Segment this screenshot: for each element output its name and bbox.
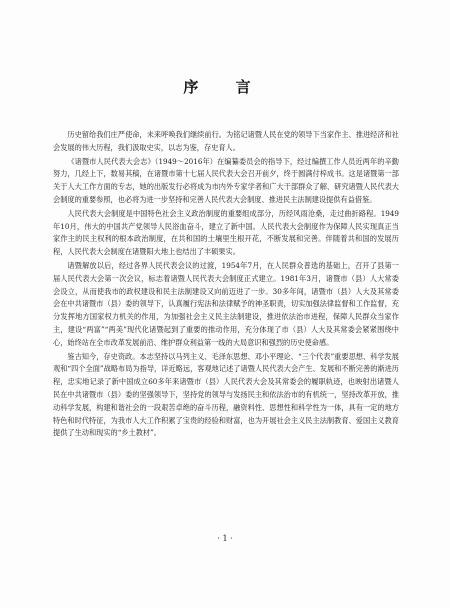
preface-body (53, 129, 399, 440)
page-number: · 1 · (217, 534, 233, 543)
paragraph-2: 《诸暨市人民代表大会志》（1949～2016年）在编纂委员会的指导下，经过编撰工作人员近两年的辛勤努力，几经上下，数易其稿，在诸暨市第十七届人民代表大会召开前夕，终于圆满付梓成书。这是诸暨第一部关于人大工作方面的专志，她的出版发行必将成为市内外专家学者和广大干部群众了解、研究诸暨人民代表大会制度的重要参照，也必将为进一步坚持和完善人民代表大会制度、推进民主法制建设提供有益借鉴。 (53, 156, 399, 204)
paragraph-4: 诸暨解放以后，经过各界人民代表会议的过渡，1954年7月，在人民群众普选的基础上，召开了县第一届人民代表大会第一次会议，标志着诸暨人民代表大会制度正式建立。1981年3月，诸暨市（县）人大常委会设立，从而使我市的政权建设和民主法制建设又向前迈进了一步。30多年间，诸暨市（县）人大及其常委会在中共诸暨市（县）委的领导下，认真履行宪法和法律赋予的神圣职责，切实加强法律监督和工作监督，充分发挥地方国家权力机关的作用，为加强社会主义民主法制建设，推进依法治市进程，保障人民群众当家作主，建设“两富”“两美”现代化诸暨起到了重要的推动作用，充分体现了市（县）人大及其常委会紧紧围绕中心，始终站在全市改革发展前沿、维护群众利益第一线的大局意识和强烈的历史使命感。 (53, 260, 399, 347)
paragraph-5: 鉴古知今，存史资政。本志坚持以马列主义、毛泽东思想、邓小平理论、“三个代表”重要思想、科学发展观和“四个全面”战略布局为指导，详近略远，客观地记述了诸暨人民代表大会产生、发展和不断完善的渐进历程，忠实地记录了新中国成立60多年来诸暨市（县）人民代表大会及其常委会的履职轨迹，也映射出诸暨人民在中共诸暨市（县）委的坚强领导下，坚持党的领导与发扬民主和依法治市的有机统一，坚持改革开放，推动科学发展，构建和谐社会的一段艰苦卓绝的奋斗历程，融资料性、思想性和科学性为一体，具有一定的地方特色和时代特征，为我市人大工作积累了宝贵的经验和财富，也为开展社会主义民主法制教育、爱国主义教育提供了生动和现实的“乡土教材”。 (53, 351, 399, 438)
page-title: 序 言 (183, 78, 267, 96)
paragraph-1: 历史留给我们庄严使命，未来呼唤我们继续前行。为铭记诸暨人民在党的领导下当家作主、推进经济和社会发展的伟大历程，我们汲取史实，以志为鉴，存史育人。 (53, 130, 399, 152)
paragraph-3: 人民代表大会制度是中国特色社会主义政治制度的重要组成部分，历经风雨沧桑，走过曲折路程。1949年10月，伟大的中国共产党领导人民浴血奋斗，建立了新中国。人民代表大会制度作为保障人民实现真正当家作主的民主权利的根本政治制度，在共和国的土壤里生根开花，不断发展和完善。伴随着共和国的发展历程，人民代表大会制度在诸暨阳大地上也结出了丰硕果实。 (53, 208, 399, 257)
